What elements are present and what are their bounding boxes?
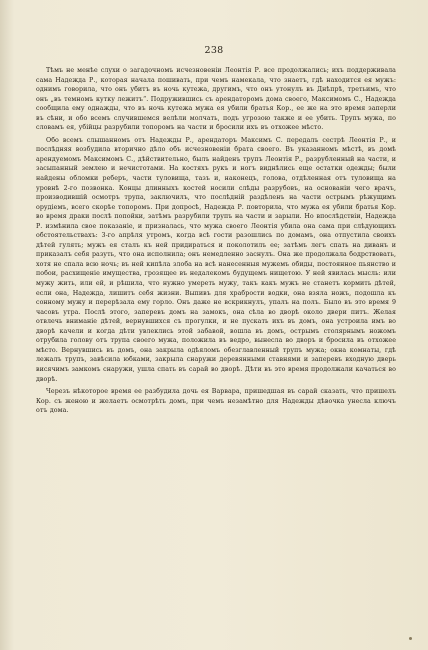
body-text [36, 66, 396, 417]
paragraph: Тѣмъ не менѣе слухи о загадочномъ исчезновенiи Леонтiя Р. все продолжались; ихъ поддерживала сама Надежда Р., которая начала пошивать, при чемъ намекала, что знаетъ, гдѣ находится ея мужъ: однимъ говорила, что онъ убитъ въ ночь кутежа, другимъ, что онъ утонулъ въ Днѣпрѣ, третьимъ, что онъ „въ темномъ кутку лежитъ“. Подружившись съ арендаторомъ дома своего, Максимомъ С., Надежда сообщила ему однажды, что въ ночь кутежа мужа ея убили братья Кор., ее же на это время заперли въ сѣни, и обо всемъ случившемся велѣли молчать, подъ угрозою также и ее убить. Трупъ мужа, по словамъ ея, убiйцы разрубили топоромъ на части и бросили ихъ въ отхожее мѣсто. [36, 67, 396, 132]
page-number: 238 [204, 45, 224, 56]
paragraph: Черезъ нѣкоторое время ее разбудила дочь ея Варвара, пришедшая въ сарай сказать, что пришелъ Кор. съ женою и желаетъ осмотрѣть домъ, при чемъ незамѣтно для Надежды дѣвочка унесла ключъ отъ дома. [36, 388, 396, 415]
paragraph: Обо всемъ слышанномъ отъ Надежды Р., арендаторъ Максимъ С. передалъ сестрѣ Леонтiя Р., и послѣдняя возбудила вторично дѣло объ исчезновенiи брата своего. Въ указанномъ мѣстѣ, въ домѣ арендуемомъ Максимомъ С., дѣйствительно, былъ найденъ трупъ Леонтiя Р., разрубленный на части, и засыпанный землею и нечистотами. На костяхъ рукъ и ногъ виднѣлись еще остатки одежды; были найдены обломки реберъ, части туловища, тазъ и, наконецъ, голова, отдѣленная отъ туловища на уровнѣ 2-го позвонка. Концы длинныхъ костей носили слѣды разрубовъ, на основанiи чего врачъ, производившiй осмотръ трупа, заключилъ, что послѣднiй раздѣленъ на части острымъ рѣжущимъ орудiемъ, всего скорѣе топоромъ. При допросѣ, Надежда Р. повторила, что мужа ея убили братья Кор. во время драки послѣ попойки, затѣмъ разрубили трупъ на части и зарыли. Но впослѣдствiи, Надежда Р. измѣнила свое показанiе, и призналась, что мужа своего Леонтiя убила она сама при слѣдующихъ обстоятельствахъ: 3-го апрѣля утромъ, когда всѣ гости разошлись по домамъ, она отпустила своихъ дѣтей гулять; мужъ ея сталъ къ ней придираться и поколотилъ ее; затѣмъ легъ спать на диванъ и приказалъ себя разуть, что она исполнила; онъ немедленно заснулъ. Она же продолжала бодрствовать, хотя не спала всю ночь; въ ней кипѣла злоба на всѣ нанесенныя мужемъ обиды, постоянное пьянство и побои, расхищенiе имущества, грозящее въ недалекомъ будущемъ нищетою. У ней явилась мысль: или мужу жить, или ей, и рѣшила, что нужно умереть мужу, такъ какъ мужъ не станетъ кормить дѣтей, если она, Надежда, лишитъ себя жизни. Выпивъ для храбрости водки, она взяла ножъ, подошла къ сонному мужу и перерѣзала ему горло. Онъ даже не вскрикнулъ, упалъ на полъ. Было въ это время 9 часовъ утра. Послѣ этого, заперевъ домъ на замокъ, она сѣла во дворѣ около двери питъ. Желая отвлечь вниманiе дѣтей, вернувшихся съ прогулки, и не пускать ихъ въ домъ, она устроила имъ во дворѣ качели и когда дѣти увлеклись этой забавой, вошла въ домъ, острымъ столярнымъ ножомъ отрубила голову отъ трупа своего мужа, положила въ ведро, вынесла во дворъ и бросила въ отхожее мѣсто. Вернувшись въ домъ, она закрыла одѣяломъ обезглавленный трупъ мужа; окна комнаты, гдѣ лежалъ трупъ, завѣсила юбками, закрыла снаружи деревянными ставнями и заперевъ входную дверь висячимъ замкомъ снаружи, ушла спать въ сарай во дворѣ. Дѣти въ это время продолжали качаться во дворѣ. [36, 136, 396, 383]
ink-speck [409, 637, 412, 640]
